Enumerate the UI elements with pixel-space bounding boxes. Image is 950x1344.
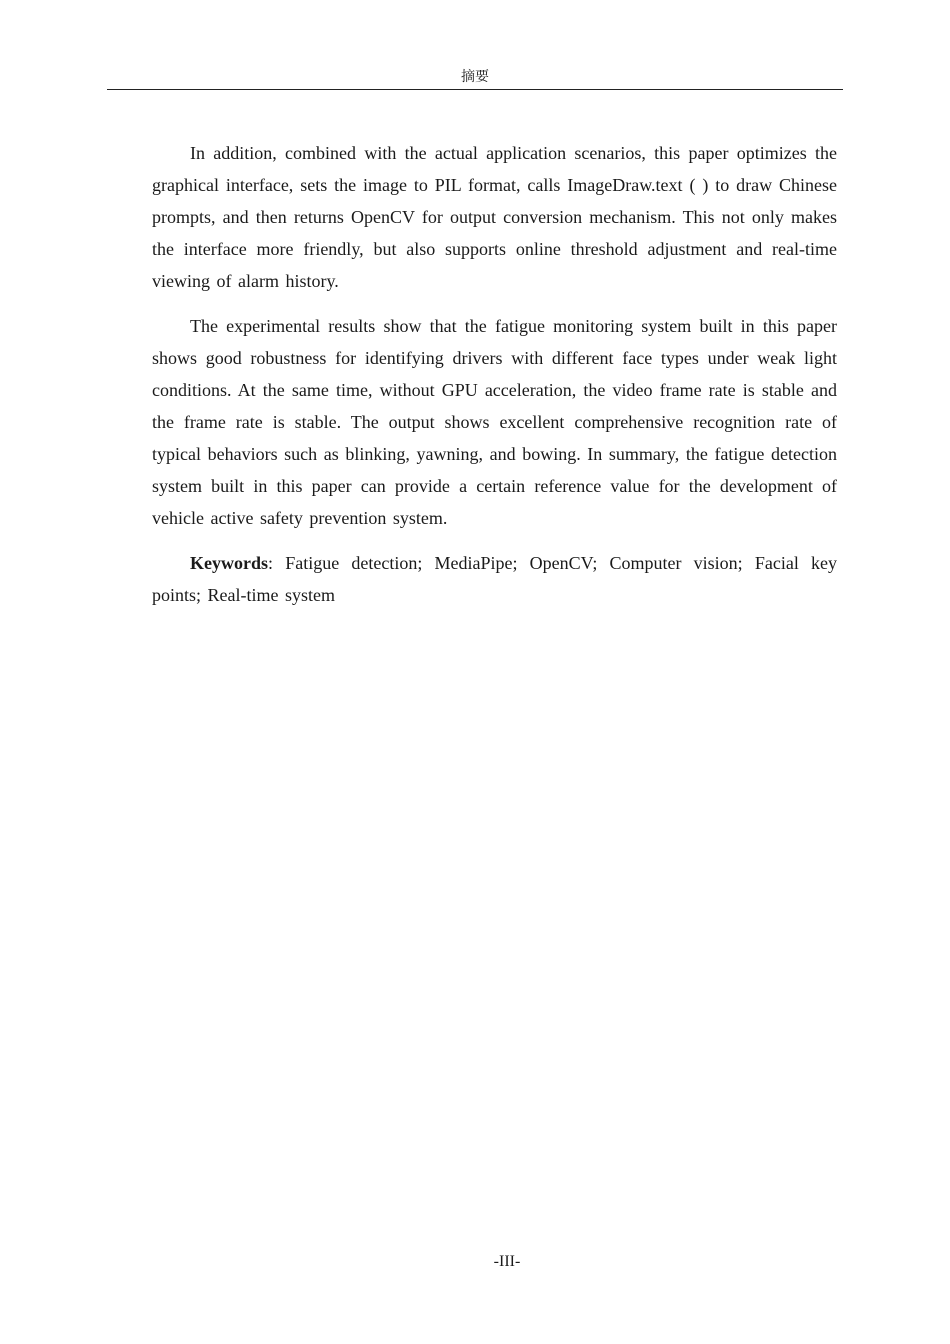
keywords-separator: :	[268, 553, 274, 573]
keywords-paragraph	[152, 547, 837, 611]
abstract-paragraph-2: The experimental results show that the fatigue monitoring system built in this paper shows good robustness for identifying drivers with different face types under weak light conditions. At the same time, without GPU acceleration, the video frame rate is stable and the frame rate is stable. The output shows excellent comprehensive recognition rate of typical behaviors such as blinking, yawning, and bowing. In summary, the fatigue detection system built in this paper can provide a certain reference value for the development of vehicle active safety prevention system.	[152, 316, 837, 528]
keywords-label: Keywords	[190, 553, 268, 573]
abstract-paragraph-1: In addition, combined with the actual application scenarios, this paper optimizes the graphical interface, sets the image to PIL format, calls ImageDraw.text ( ) to draw Chinese prompts, and then returns OpenCV for output conversion mechanism. This not only makes the interface more friendly, but also supports online threshold adjustment and real-time viewing of alarm history.	[152, 143, 837, 291]
abstract-body	[152, 137, 837, 624]
keywords-list: Fatigue detection; MediaPipe; OpenCV; Computer vision; Facial key points; Real-time system	[152, 553, 837, 605]
running-header-title: 摘要	[461, 69, 489, 85]
page-number: -III-	[493, 1253, 521, 1270]
running-header	[107, 66, 843, 90]
